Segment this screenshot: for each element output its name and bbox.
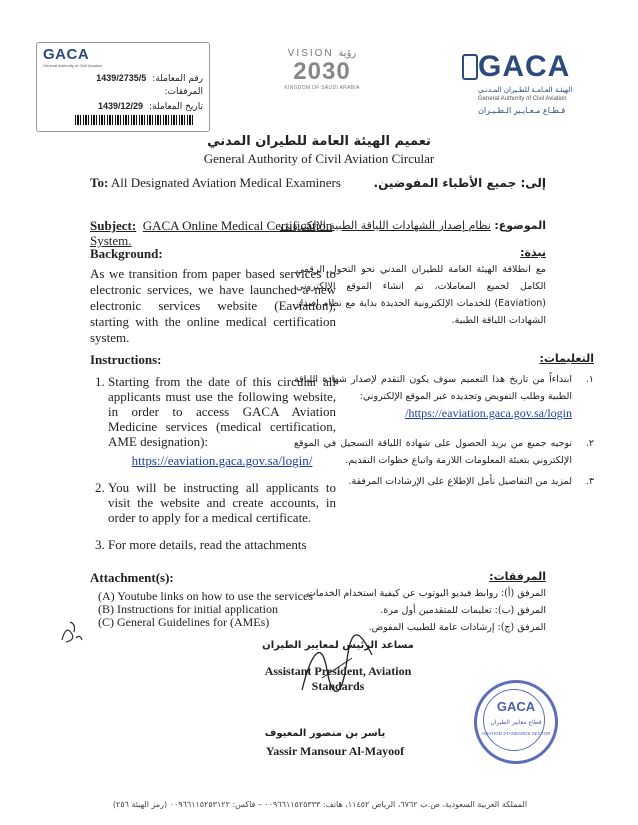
instruction-item: 1. Starting from the date of this circular all applicants must use the following website, in order to access GACA Aviation Medicine services (medical certification, AME designation): https://eaviation.gaca.gov.sa/login/	[108, 374, 336, 468]
footer-contact: المملكة العربية السعودية، ص.ب ٦٧٦٢، الرياض ١١٤٥٢، هاتف: ٠٠٩٦٦١١٥٢٥٣٣٣ – فاكس: ٠٠٩٦٦١١٥٢٥٣١٢٢ (رمز الهيئة ٢٥٦)	[112, 800, 528, 809]
attachment-item: (A) Youtube links on how to use the services	[98, 589, 313, 603]
background-text-arabic: مع انطلاقة الهيئة العامة للطيران المدني نحو التحول الرقمي الكامل لجميع المعاملات، تم انشاء الموقع الإلكتروني (Eaviation) للخدمات الإلكترونية الجديدة بداية مع نظام إصدار الشهادات اللياقة الطبية.	[296, 264, 546, 326]
attachments-row: المرفقات:	[164, 87, 203, 97]
recipient-line-arabic: إلى: جميع الأطباء المفوضين.	[373, 176, 546, 190]
signatory-name-arabic: ياسر بن منصور المعيوف	[264, 728, 386, 739]
instructions-heading-arabic: التعليمات:	[539, 352, 594, 365]
official-stamp: GACA قطاع معايير الطيران AVIATION STANDARDS SECTOR	[474, 680, 558, 764]
circular-title-english: General Authority of Civil Aviation Circular	[203, 151, 435, 166]
instruction-item: 3. For more details, read the attachments	[108, 537, 336, 552]
instruction-item: 2. You will be instructing all applicants to visit the website and create accounts, in order to apply for a medical certificate.	[108, 480, 336, 525]
signatory-title-arabic: مساعد الرئيس لمعايير الطيران	[262, 640, 414, 651]
vision-2030-logo: VISION رؤية 2030 KINGDOM OF SAUDI ARABIA	[284, 48, 360, 91]
background-heading: Background:	[90, 246, 163, 261]
background-section-arabic	[296, 246, 546, 329]
instruction-item-arabic: ٣. لمزيد من التفاصيل نأمل الإطلاع على الإرشادات المرفقة.	[348, 476, 594, 487]
subject-line: Subject: GACA Online Medical Certification System.	[90, 218, 333, 248]
attachments-heading: Attachment(s):	[90, 570, 174, 585]
gaca-small-logo: GACA General Authority of Civil Aviation	[43, 46, 103, 68]
reference-date-row: تاريخ المعاملة:1439/12/29	[97, 101, 203, 112]
eaviation-login-link-arabic[interactable]: https://eaviation.gaca.gov.sa/login/	[405, 406, 572, 420]
instructions-section-arabic	[294, 352, 594, 490]
eaviation-login-link[interactable]: https://eaviation.gaca.gov.sa/login/	[131, 453, 313, 468]
signatory-title-english: Assistant President, Aviation Standards	[264, 664, 412, 693]
attachments-heading-arabic: المرفقات:	[489, 570, 546, 583]
subject-line-arabic: الموضوع: نظام إصدار الشهادات اللياقة الطبية الإلكتروني	[280, 219, 546, 232]
background-text: As we transition from paper based services to electronic services, we have launched a new electronic services website (Eaviation), starting with the online medical certification system.	[90, 266, 336, 345]
attachment-item-arabic: المرفق (أ): روابط فيديو اليوتوب عن كيفية استخدام الخدمات	[306, 588, 546, 599]
recipient-line: To: All Designated Aviation Medical Examiners	[90, 175, 341, 190]
attachment-item-arabic: المرفق (ج): إرشادات عامة للطبيب المفوض.	[368, 622, 546, 633]
attachment-item: (B) Instructions for initial application	[98, 602, 278, 616]
instruction-item-arabic: ١. ابتداءاً من تاريخ هذا التعميم سوف يكون التقدم لإصدار شهادة اللياقة الطبية وطلب التفويض وتجديده عبر الموقع الإلكتروني: https://eaviation.gaca.gov.sa/login/	[294, 374, 594, 420]
barcode	[75, 115, 195, 125]
signatory-name-english: Yassir Mansour Al-Mayoof	[265, 744, 405, 758]
attachment-item: (C) General Guidelines for (AMEs)	[98, 615, 270, 629]
reference-number-row: رقم المعاملة:1439/2735/5	[96, 73, 203, 84]
instruction-item-arabic: ٢. توجيه جميع من يريد الحصول على شهادة اللياقة التسجيل في الموقع الإلكتروني بتعبئة المعلومات اللازمة واتباع خطوات التقديم.	[294, 438, 594, 466]
gaca-emblem-icon	[462, 54, 478, 80]
attachment-item-arabic: المرفق (ب): تعليمات للمتقدمين أول مرة.	[380, 605, 546, 616]
background-heading-arabic: نبذة:	[520, 246, 546, 259]
instructions-heading: Instructions:	[90, 352, 162, 367]
attachments-section-arabic	[286, 570, 546, 636]
initials-mark	[56, 614, 86, 648]
circular-title-arabic: تعميم الهيئة العامة للطيران المدني	[207, 134, 431, 149]
transaction-reference-box	[36, 42, 210, 132]
